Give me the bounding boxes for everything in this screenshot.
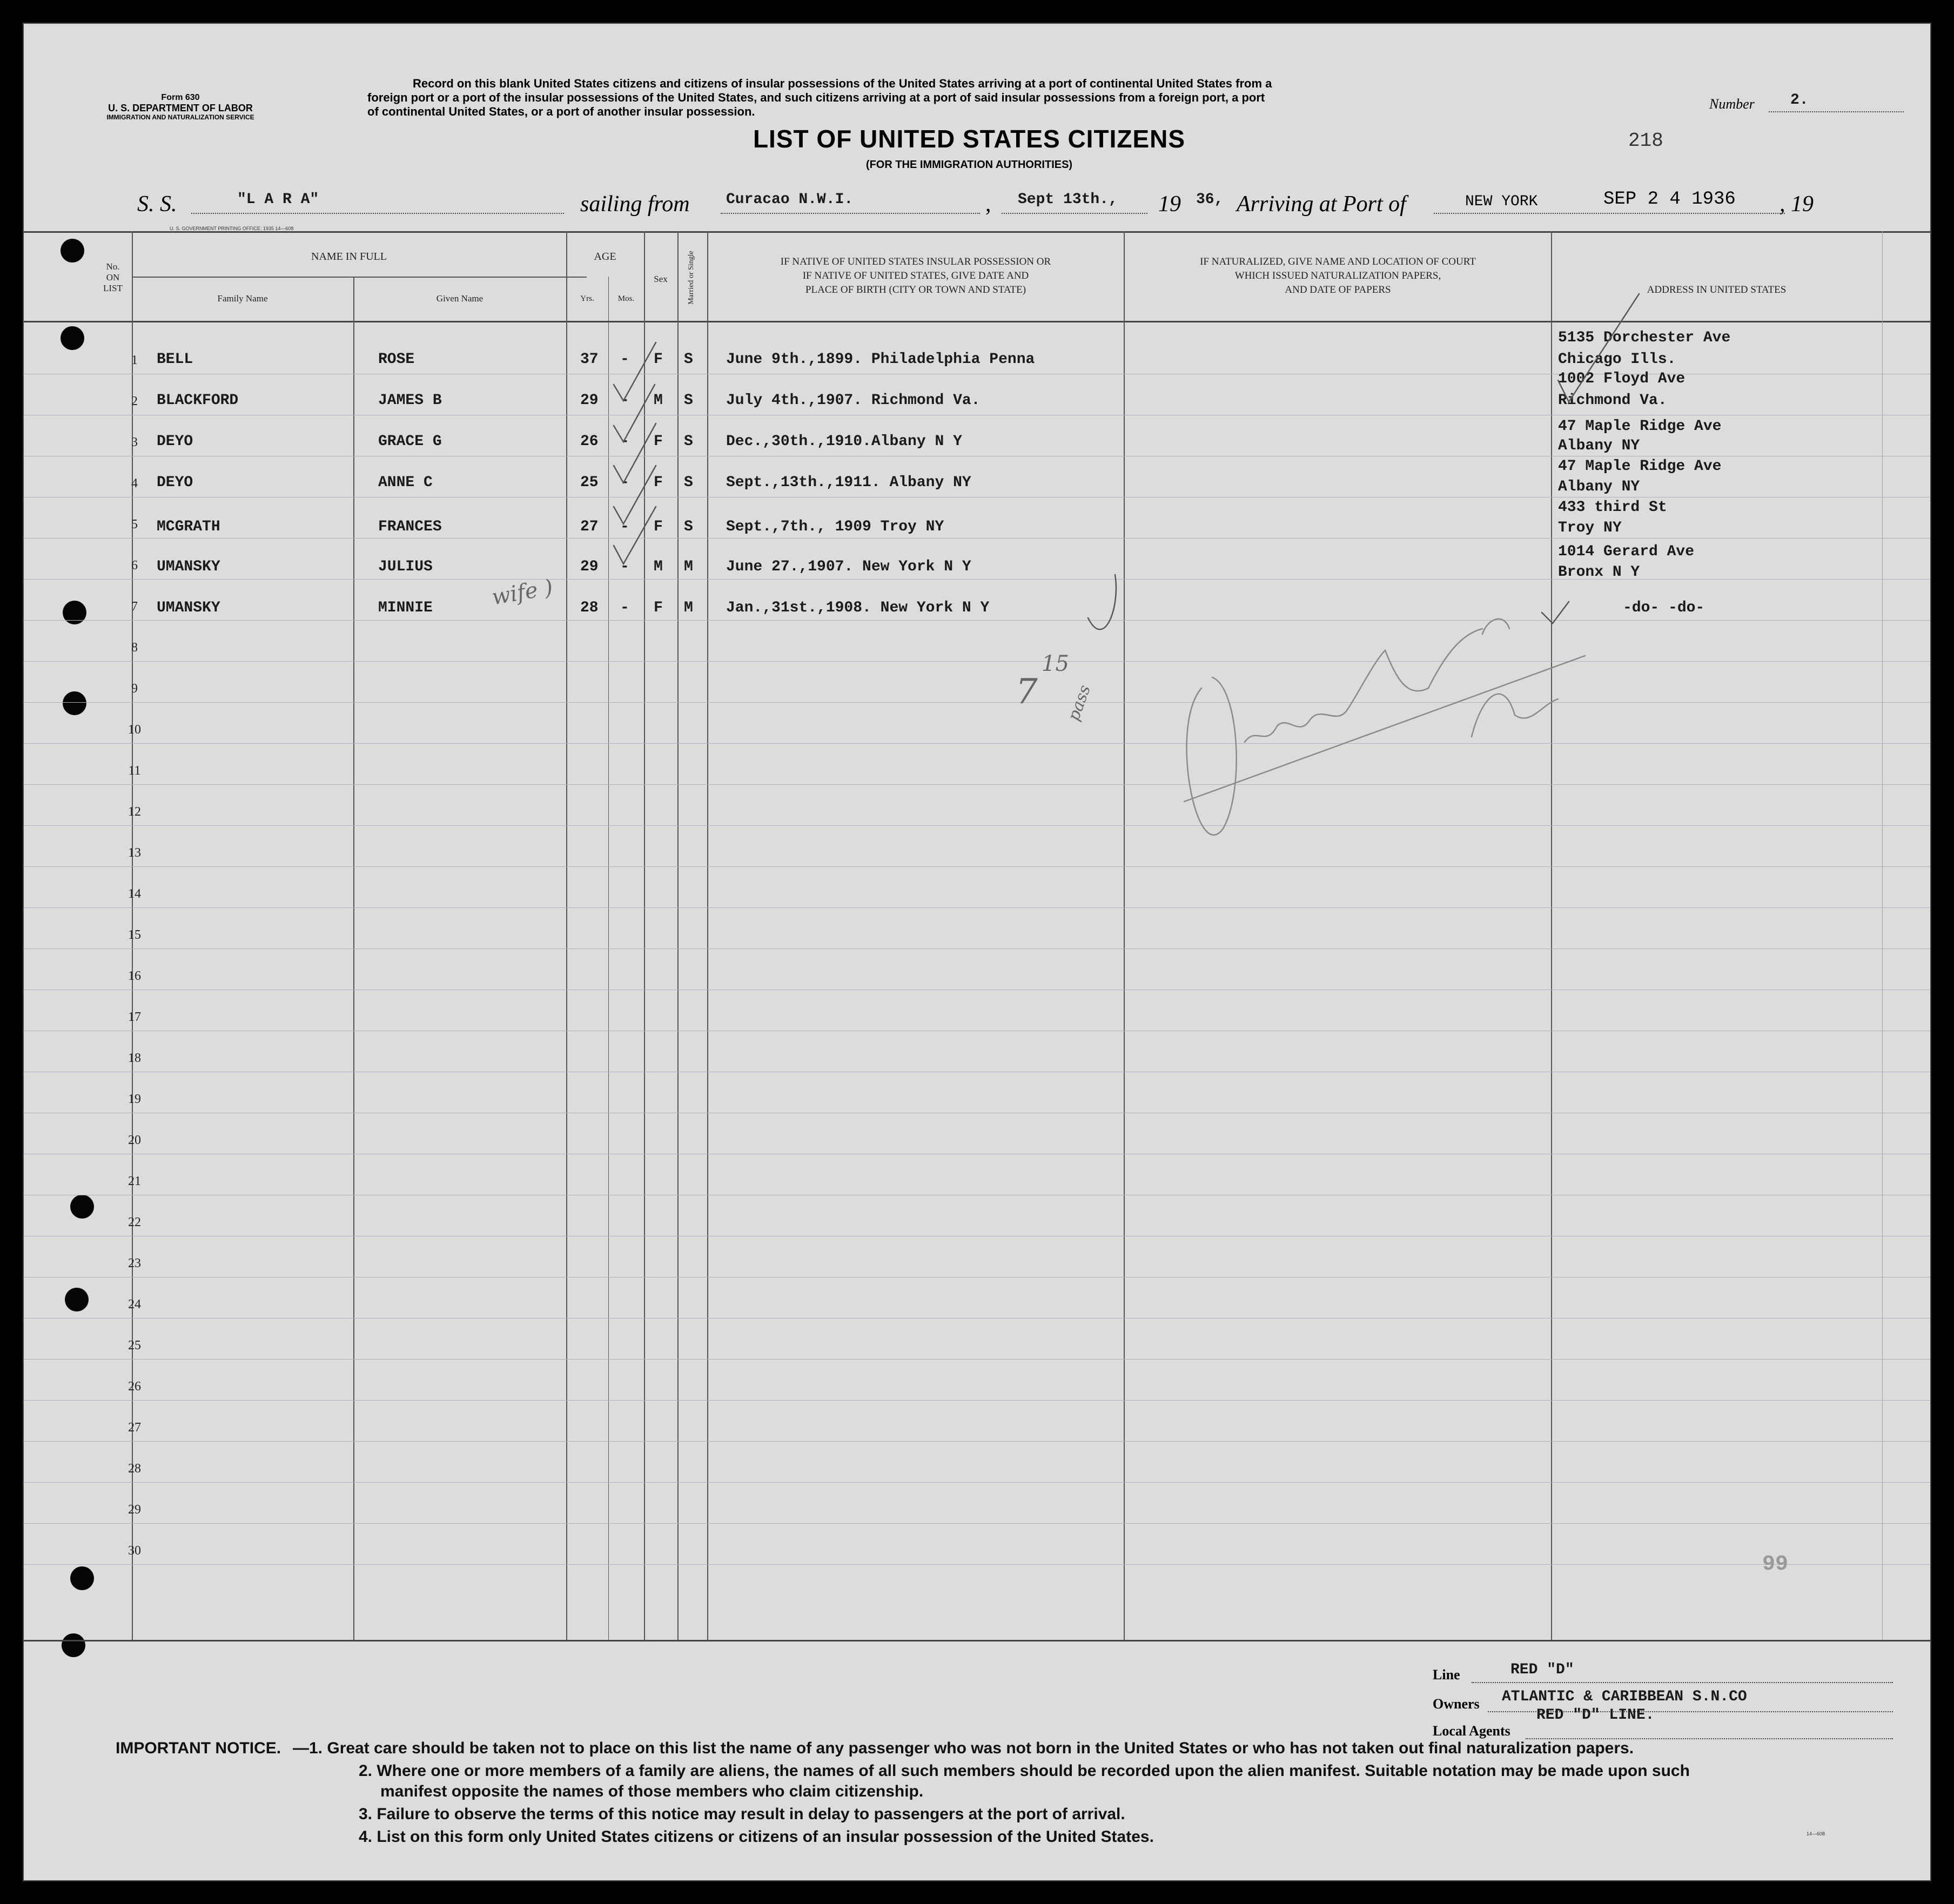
family-name: MCGRATH <box>157 519 220 535</box>
owners-value: ATLANTIC & CARIBBEAN S.N.CO <box>1502 1688 1747 1705</box>
port-of-departure: Curacao N.W.I. <box>726 191 854 208</box>
notice-1: —1. Great care should be taken not to place on this list the name of any passenger who was not born in the United States or who has not taken out final naturalization papers. <box>293 1739 1634 1757</box>
line-label: Line <box>1433 1667 1460 1683</box>
given-name: ANNE C <box>378 474 433 491</box>
sex: F <box>654 433 663 450</box>
row-number: 24 <box>128 1297 141 1311</box>
record-text-3: of continental United States, or a port of another insular possession. <box>367 105 755 118</box>
header-age: AGE <box>594 251 616 263</box>
row-number: 18 <box>128 1051 141 1065</box>
header-sex: Sex <box>654 274 668 284</box>
header-address: ADDRESS IN UNITED STATES <box>1647 284 1787 295</box>
local-agents-value: RED "D" LINE. <box>1536 1707 1655 1724</box>
birth-info: Jan.,31st.,1908. New York N Y <box>726 600 990 616</box>
age-years: 28 <box>580 600 599 616</box>
row-number: 20 <box>128 1133 141 1147</box>
department-name: U. S. DEPARTMENT OF LABOR <box>108 103 253 113</box>
address-line-1: 47 Maple Ridge Ave <box>1558 458 1722 475</box>
row-number: 7 <box>131 600 138 614</box>
header-mos: Mos. <box>617 294 635 303</box>
row-number: 4 <box>131 476 138 490</box>
row-number: 1 <box>131 353 138 367</box>
address-line-1: 5135 Dorchester Ave <box>1558 329 1731 346</box>
number-value: 2. <box>1790 92 1809 109</box>
given-name: JAMES B <box>378 392 442 409</box>
arrival-date-stamp: SEP 2 4 1936 <box>1603 189 1736 210</box>
row-number: 22 <box>128 1215 141 1229</box>
row-number: 25 <box>128 1338 141 1353</box>
age-months: - <box>620 600 629 616</box>
age-years: 29 <box>580 559 599 575</box>
row-number: 19 <box>128 1092 141 1106</box>
row-number: 12 <box>128 805 141 819</box>
page-subtitle: (FOR THE IMMIGRATION AUTHORITIES) <box>865 159 1073 171</box>
page-stamp: 218 <box>1628 130 1663 152</box>
row-number: 23 <box>128 1256 141 1270</box>
age-months: - <box>620 474 629 491</box>
pencil-marks <box>24 24 1931 1881</box>
notice-3: 3. Failure to observe the terms of this notice may result in delay to passengers at the port of arrival. <box>359 1805 1125 1823</box>
year2-prefix: , 19 <box>1780 192 1814 217</box>
marital-status: S <box>684 474 693 491</box>
row-number: 10 <box>128 723 141 737</box>
row-number: 8 <box>131 641 138 655</box>
header-naturalized: IF NATURALIZED, GIVE NAME AND LOCATION OF COURT WHICH ISSUED NATURALIZATION PAPERS, AND DATE OF PAPERS <box>1200 256 1476 295</box>
marital-status: M <box>684 600 693 616</box>
address-line-2: Bronx N Y <box>1558 564 1640 581</box>
birth-info: Dec.,30th.,1910.Albany N Y <box>726 433 962 450</box>
row-number: 15 <box>128 928 141 942</box>
row-number: 5 <box>131 517 138 531</box>
birth-info: June 9th.,1899. Philadelphia Penna <box>726 351 1035 368</box>
arrival-port: NEW YORK <box>1465 193 1538 210</box>
record-text-1: Record on this blank United States citizens and citizens of insular possessions of the United States arriving at a port of continental United States from a <box>413 77 1272 90</box>
fraction-numerator: 15 <box>1042 651 1069 676</box>
number-label: Number <box>1709 96 1755 112</box>
given-name: FRANCES <box>378 519 442 535</box>
ss-label: S. S. <box>137 192 177 217</box>
arriving-label: Arriving at Port of <box>1237 192 1406 217</box>
sex: F <box>654 474 663 491</box>
birth-info: Sept.,7th., 1909 Troy NY <box>726 519 944 535</box>
address-line-1: 1014 Gerard Ave <box>1558 543 1695 560</box>
row-number: 14 <box>128 887 141 901</box>
row-number: 3 <box>131 435 138 449</box>
row-number: 21 <box>128 1174 141 1188</box>
row-number: 27 <box>128 1421 141 1435</box>
row-number: 13 <box>128 846 141 860</box>
marital-status: S <box>684 433 693 450</box>
record-text-2: foreign port or a port of the insular possessions of the United States, and such citizens arriving at a port of said insular possessions from a foreign port, a port <box>367 91 1265 104</box>
sex: F <box>654 519 663 535</box>
departure-date: Sept 13th., <box>1018 191 1118 208</box>
age-months: - <box>620 559 629 575</box>
row-number: 26 <box>128 1380 141 1394</box>
fraction-whole: 7 <box>1016 672 1038 712</box>
age-years: 26 <box>580 433 599 450</box>
page-title: LIST OF UNITED STATES CITIZENS <box>753 125 1186 153</box>
address-line-1: 47 Maple Ridge Ave <box>1558 418 1722 435</box>
row-number: 9 <box>131 682 138 696</box>
year-prefix: 19 <box>1158 192 1181 217</box>
row-number: 17 <box>128 1010 141 1024</box>
notice-2-cont: manifest opposite the names of those members who claim citizenship. <box>380 1782 924 1800</box>
bottom-number: 99 <box>1762 1552 1789 1577</box>
sex: F <box>654 600 663 616</box>
given-name: MINNIE <box>378 600 433 616</box>
family-name: UMANSKY <box>157 559 220 575</box>
sailing-label: sailing from <box>580 192 690 217</box>
manifest-sheet: Form 630 U. S. DEPARTMENT OF LABOR IMMIGRATION AND NATURALIZATION SERVICE Record on this blank United States citizens and citizens of insular possessions of the United States arriving at a port of continental United States from a foreign port or a port of the insular possessions of the United States, and such citizens arriving at a port of said insular possessions from a foreign port, a port of continental United States, or a port of another insular possession. Number 2. LIST OF UNITED STATES CITIZENS (FOR THE IMMIGRATION AUTHORITIES) 218 S. S. "L A R A" sailing from Curacao N.W.I. , Sept 13th., 19 36, Arriving at Port of NEW YORK SEP 2 4 1936 , 19 U. S. GOVERNMENT PRINTING OFFICE: 1935 14—608 No. ON LIST NAME IN FULL Family Name Given Name AGE Yrs. Mos. Sex Married or Single IF NATIVE OF UNITED STATES INSULAR POSSESSION OR IF NATIVE OF UNITED STATES, GIVE DATE AND PLACE OF BIRTH (CITY OR TOWN AND STATE) IF NATURALIZED, GIVE NAME AND LOCATION OF COURT WHICH ISSUED NATURALIZATION PAPERS, AND DATE OF PAPERS ADDRESS IN UNITED STATES 1 2 3 4 5 6 7 8 9 10 11 12 13 14 15 16 17 18 19 20 21 22 23 24 25 26 27 28 29 30 BELL ROSE 37 - F S June 9th.,1899. Philadelphia Penna 5135 Dorchester Ave Chicago Ills. BLACKFORD JAMES B 29 - M S July 4th.,1907. Richmond Va. 1002 Floyd Ave Richmond Va. DEYO GRACE G 26 - F S Dec.,30th.,1910.Albany N Y 47 Maple Ridge Ave Albany NY DEYO ANNE C 25 - F S Sept.,13th.,1911. Albany NY 47 Maple Ridge Ave Albany NY MCGRATH FRANCES 27 - F S Sept.,7th., 1909 Troy NY 433 third St Troy NY UMANSKY JULIUS 29 - M M June 27.,1907. New York N Y 1014 Gerard Ave Bronx N Y UMANSKY MINNIE 28 - F M Jan.,31st.,1908. New York N Y -do- -do- wife ) 7 15 pass 99 Line RED "D" Owners ATLANTIC & CARIBBEAN S.N.CO Local Agents RED "D" LINE. IMPORTANT NOTICE. —1. Great care should be taken not to place on this list the name of any passenger who was not born in the United States or who has not taken out final naturalization papers. 2. Where one or more members of a family are aliens, the names of all such members should be recorded upon the alien manifest. Suitable notation may be made upon such manifest opposite the names of those members who claim citizenship. 3. Failure to observe the terms of this notice may result in delay to passengers at the port of arrival. 4. List on this form only United States citizens or citizens of an insular possession of the United States. 14—608 <box>23 23 1931 1881</box>
header-no-on-list: No. ON LIST <box>103 261 123 293</box>
address-line-1: 433 third St <box>1558 499 1667 516</box>
age-months: - <box>620 351 629 368</box>
row-number: 2 <box>131 394 138 408</box>
row-number: 28 <box>128 1462 141 1476</box>
header-family-name: Family Name <box>217 293 268 304</box>
row-number: 29 <box>128 1503 141 1517</box>
marital-status: S <box>684 392 693 409</box>
owners-label: Owners <box>1433 1696 1480 1712</box>
sex: F <box>654 351 663 368</box>
age-years: 37 <box>580 351 599 368</box>
line-value: RED "D" <box>1510 1661 1574 1678</box>
departure-year: 36, <box>1196 191 1224 208</box>
family-name: BELL <box>157 351 193 368</box>
marital-status: S <box>684 351 693 368</box>
sex: M <box>654 392 663 409</box>
age-years: 27 <box>580 519 599 535</box>
marital-status: M <box>684 559 693 575</box>
address-line-2: Albany NY <box>1558 438 1640 454</box>
given-name: GRACE G <box>378 433 442 450</box>
form-number: Form 630 <box>161 93 200 102</box>
address-line-2: Richmond Va. <box>1558 392 1667 409</box>
header-given-name: Given Name <box>436 293 484 304</box>
age-months: - <box>620 433 629 450</box>
row-number: 30 <box>128 1544 141 1558</box>
row-number: 6 <box>131 559 138 573</box>
family-name: UMANSKY <box>157 600 220 616</box>
header-birth: IF NATIVE OF UNITED STATES INSULAR POSSESSION OR IF NATIVE OF UNITED STATES, GIVE DATE AND PLACE OF BIRTH (CITY OR TOWN AND STATE) <box>780 256 1051 295</box>
header-yrs: Yrs. <box>580 294 594 303</box>
age-years: 25 <box>580 474 599 491</box>
form-code: 14—608 <box>1807 1831 1825 1836</box>
header-married-single: Married or Single <box>687 251 695 305</box>
address-line-2: Chicago Ills. <box>1558 351 1676 368</box>
age-months: - <box>620 519 629 535</box>
local-agents-label: Local Agents <box>1433 1723 1510 1739</box>
header-name-in-full: NAME IN FULL <box>311 251 387 263</box>
row-number: 11 <box>128 764 141 778</box>
notice-2: 2. Where one or more members of a family are aliens, the names of all such members should be recorded upon the alien manifest. Suitable notation may be made upon such <box>359 1762 1690 1780</box>
address-line-2: Troy NY <box>1558 520 1622 536</box>
birth-info: Sept.,13th.,1911. Albany NY <box>726 474 971 491</box>
printer-line: U. S. GOVERNMENT PRINTING OFFICE: 1935 14—608 <box>170 226 294 231</box>
marital-status: S <box>684 519 693 535</box>
address-line-1: -do- -do- <box>1623 600 1705 616</box>
family-name: DEYO <box>157 474 193 491</box>
birth-info: July 4th.,1907. Richmond Va. <box>726 392 981 409</box>
age-months: - <box>620 392 629 409</box>
row-number: 16 <box>128 969 141 983</box>
age-years: 29 <box>580 392 599 409</box>
notice-4: 4. List on this form only United States citizens or citizens of an insular possession of the United States. <box>359 1828 1154 1846</box>
address-line-1: 1002 Floyd Ave <box>1558 371 1686 387</box>
given-name: ROSE <box>378 351 415 368</box>
address-line-2: Albany NY <box>1558 479 1640 495</box>
ship-name: "L A R A" <box>237 191 319 208</box>
birth-info: June 27.,1907. New York N Y <box>726 559 971 575</box>
family-name: BLACKFORD <box>157 392 239 409</box>
fraction-denominator: pass <box>1064 682 1094 724</box>
service-name: IMMIGRATION AND NATURALIZATION SERVICE <box>106 113 254 121</box>
wife-annotation: wife ) <box>489 575 555 610</box>
family-name: DEYO <box>157 433 193 450</box>
notice-title: IMPORTANT NOTICE. <box>116 1739 281 1757</box>
given-name: JULIUS <box>378 559 433 575</box>
sex: M <box>654 559 663 575</box>
